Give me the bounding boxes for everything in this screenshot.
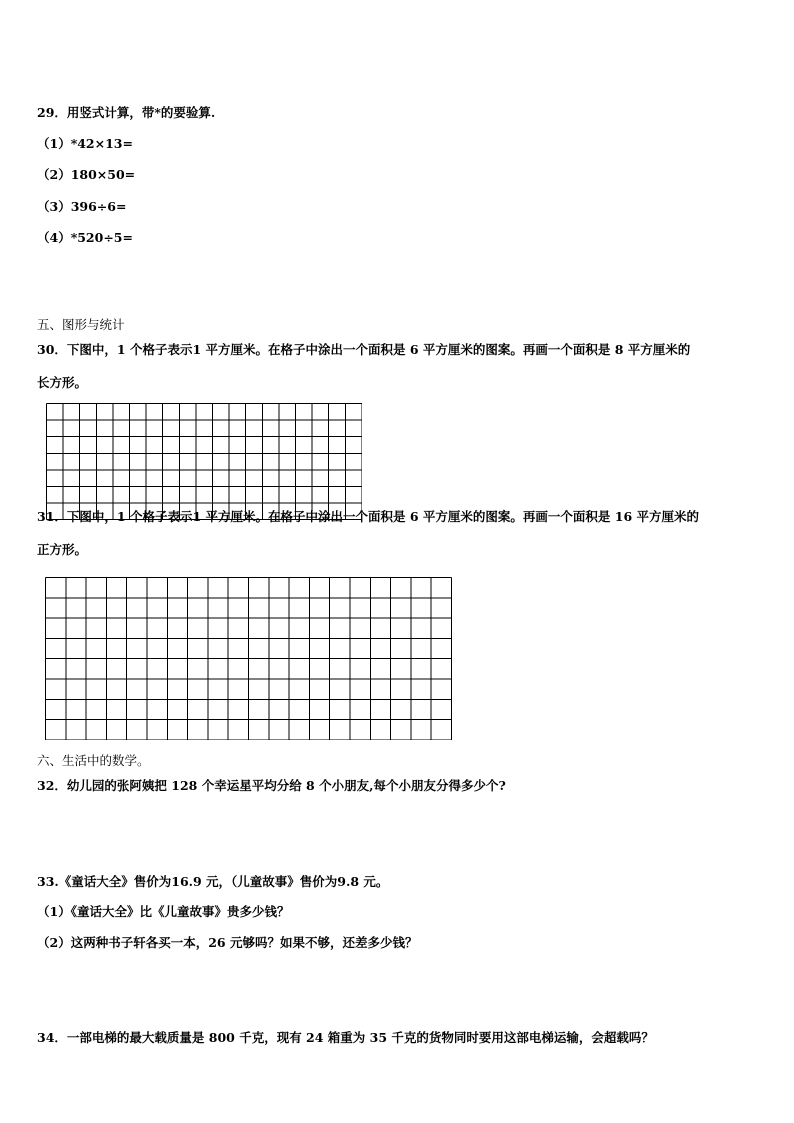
question-32-text: 32．幼儿园的张阿姨把 128 个幸运星平均分给 8 个小朋友,每个小朋友分得多少个? [37, 778, 506, 793]
question-33-item-2: （2）这两种书子轩各买一本，26 元够吗？如果不够，还差多少钱？ [37, 935, 418, 950]
question-33-item-1: （1）《童话大全》比《儿童故事》贵多少钱？ [37, 904, 290, 919]
question-30-line-1: 30．下图中，1 个格子表示1 平方厘米。在格子中涂出一个面积是 6 平方厘米的图案。再画一个面积是 8 平方厘米的 [37, 342, 691, 357]
question-31-line-1: 31．下图中，1 个格子表示1 平方厘米。在格子中涂出一个面积是 6 平方厘米的图案。再画一个面积是 16 平方厘米的 [37, 509, 699, 524]
question-30-line-2: 长方形。 [37, 375, 88, 390]
section-6-title: 六、生活中的数学。 [37, 753, 150, 768]
question-29-item-2: （2）180×50= [37, 167, 136, 182]
grid-question-30[interactable] [46, 403, 362, 520]
question-33-text: 33.《童话大全》售价为16.9 元，（儿童故事》售价为9.8 元。 [37, 874, 389, 889]
question-31-line-2: 正方形。 [37, 542, 88, 557]
section-5-title: 五、图形与统计 [37, 317, 125, 332]
question-29-item-1: （1）*42×13= [37, 136, 133, 151]
question-29-title: 29．用竖式计算，带*的要验算. [37, 105, 216, 120]
question-29-item-4: （4）*520÷5= [37, 230, 133, 245]
question-29-item-3: （3）396÷6= [37, 199, 127, 214]
grid-question-31[interactable] [45, 577, 452, 740]
question-34-text: 34．一部电梯的最大载质量是 800 千克，现有 24 箱重为 35 千克的货物同时要用这部电梯运输，会超载吗？ [37, 1030, 654, 1045]
